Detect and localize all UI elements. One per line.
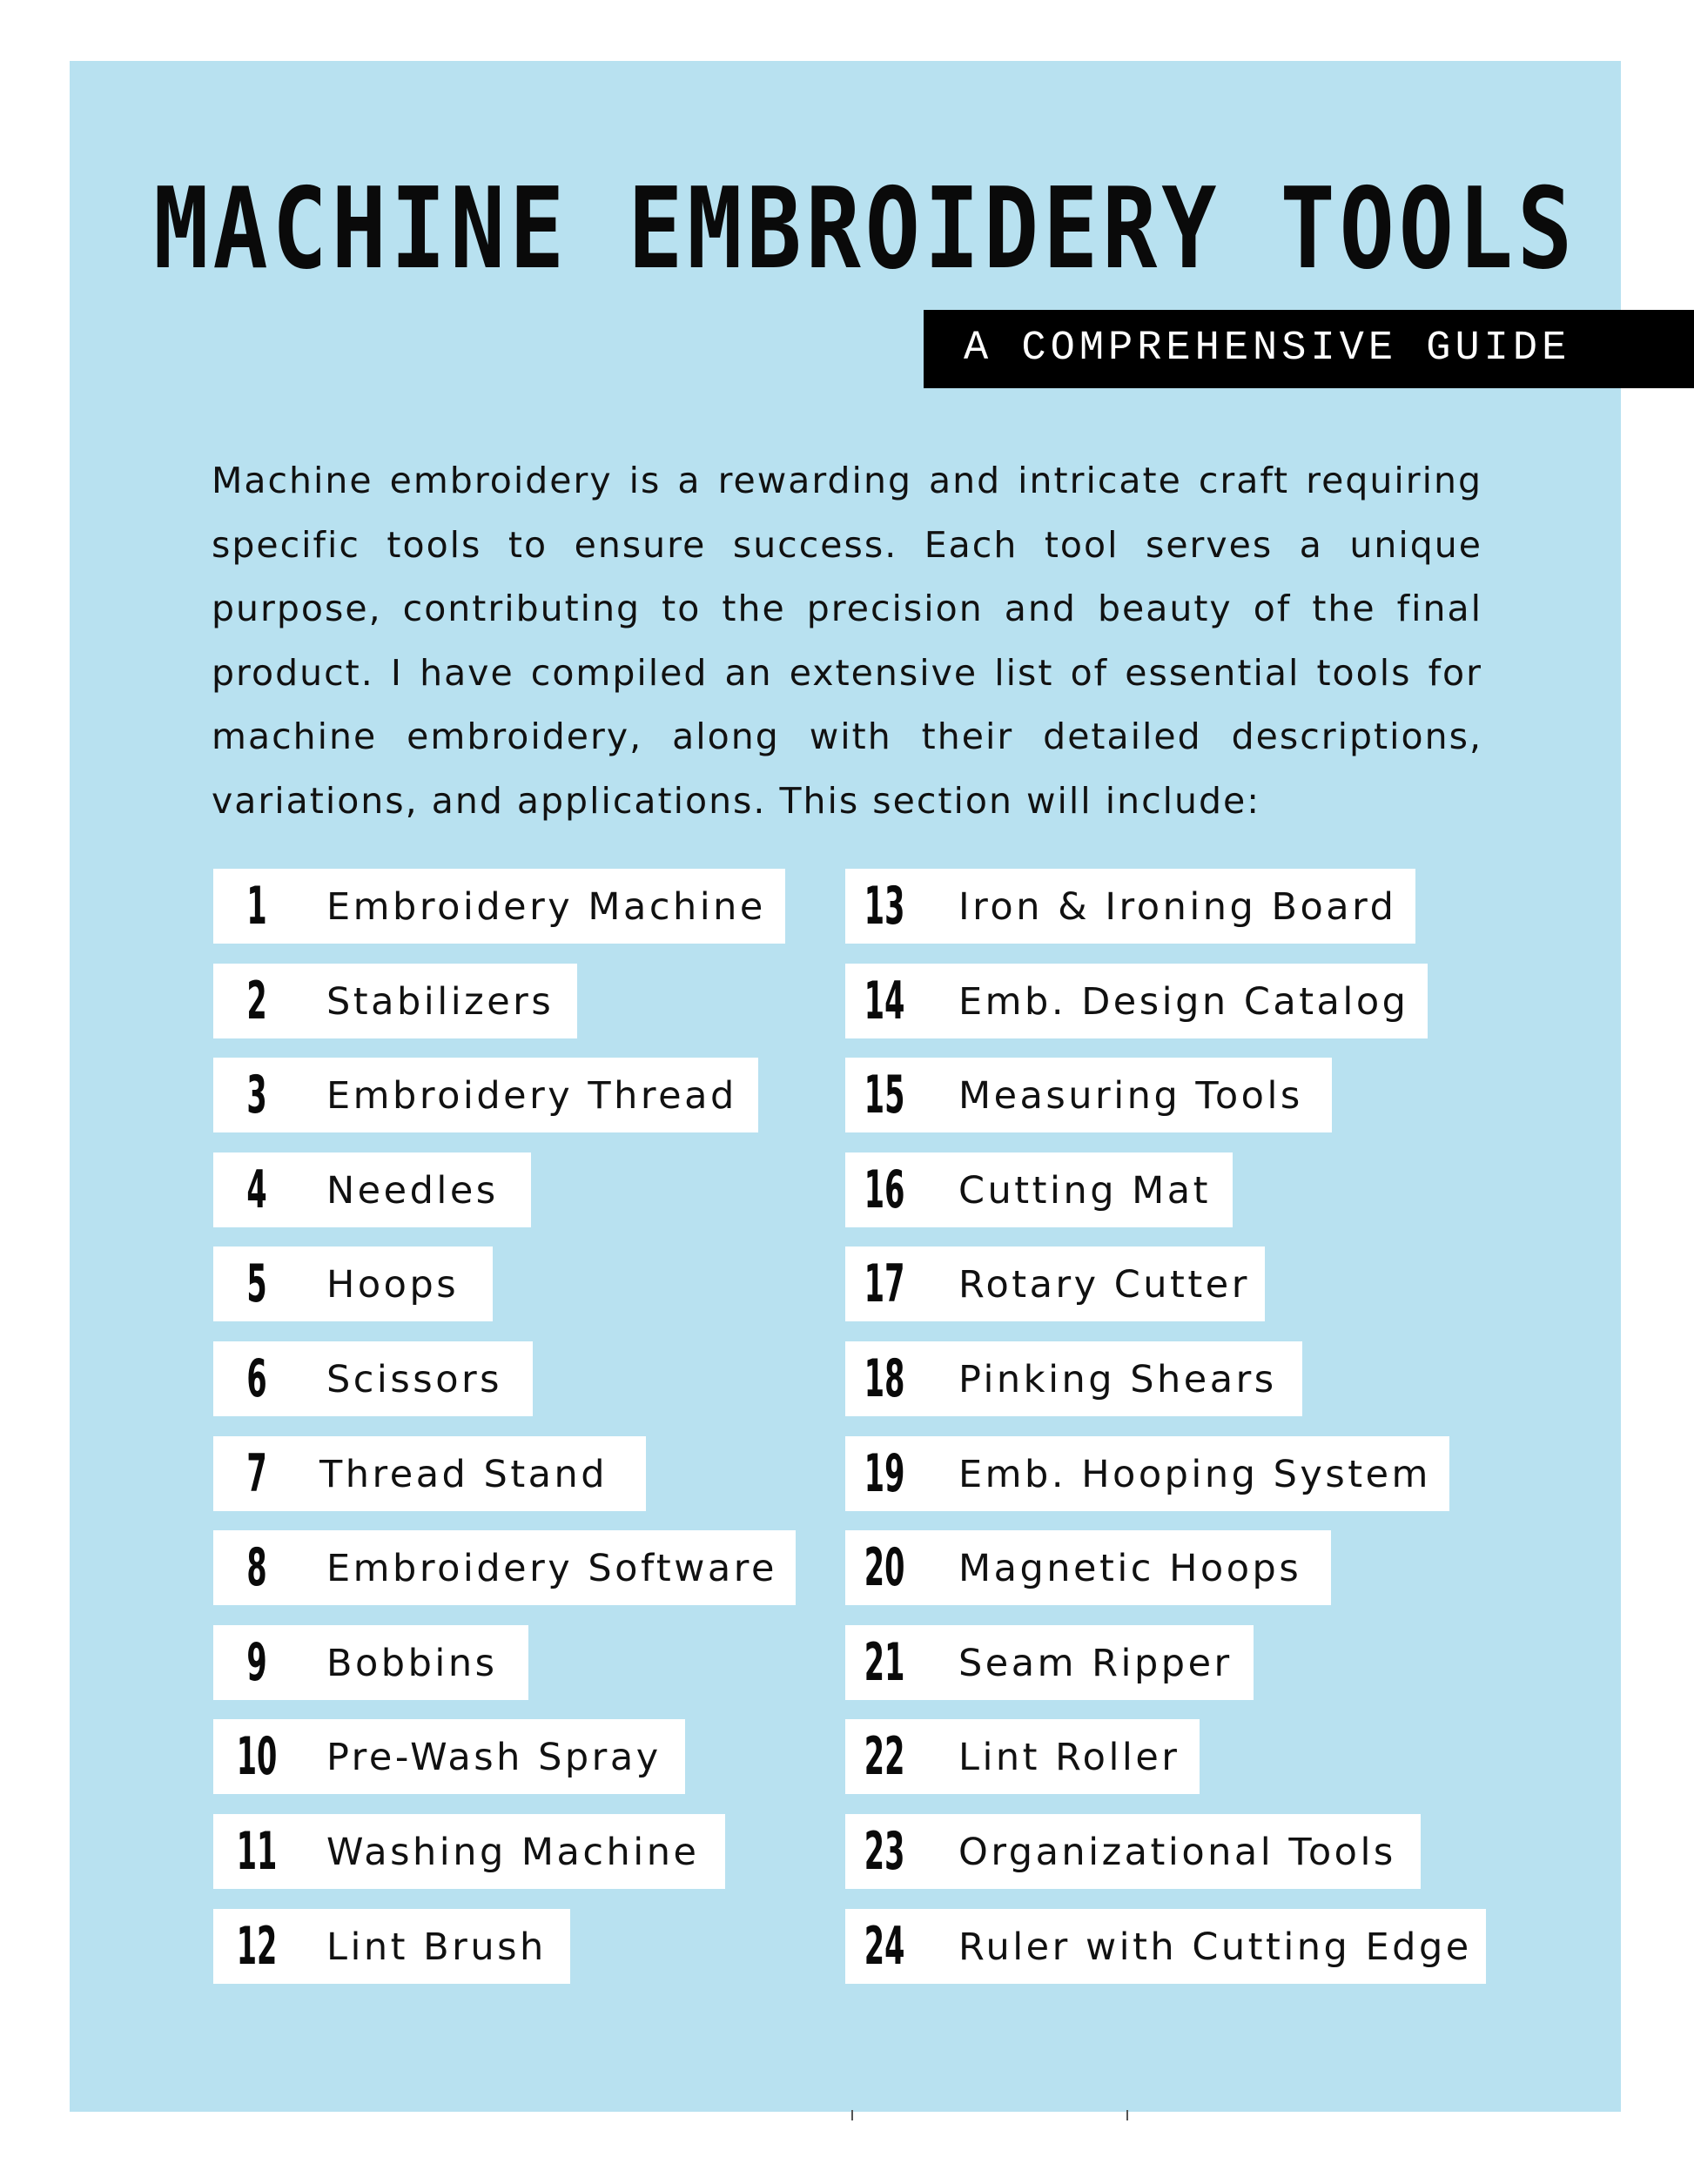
item-number: 23 [864,1820,905,1882]
item-label: Rotary Cutter [958,1263,1250,1307]
item-number: 7 [246,1442,267,1504]
item-label: Lint Brush [326,1925,547,1969]
item-label: Scissors [326,1357,503,1401]
item-label: Organizational Tools [958,1830,1396,1874]
item-number: 5 [246,1253,267,1315]
item-number: 1 [246,876,267,937]
item-label: Seam Ripper [958,1641,1233,1685]
item-label: Washing Machine [326,1830,700,1874]
item-label: Bobbins [326,1641,498,1685]
item-label: Thread Stand [319,1452,608,1496]
item-number: 18 [864,1347,905,1409]
list-item [213,1436,646,1511]
list-item [213,964,577,1038]
item-label: Needles [326,1168,499,1213]
list-item [845,869,1415,944]
list-item [845,1719,1200,1794]
item-number: 21 [864,1631,905,1693]
item-number: 10 [236,1726,278,1788]
item-label: Pinking Shears [958,1357,1277,1401]
list-item [213,1058,758,1132]
item-label: Cutting Mat [958,1168,1211,1213]
item-number: 13 [864,876,905,937]
list-item [213,869,785,944]
list-item [845,1625,1254,1700]
item-label: Magnetic Hoops [958,1547,1302,1591]
item-number: 16 [864,1159,905,1220]
item-number: 4 [246,1159,267,1220]
crop-mark [1126,2110,1128,2120]
item-number: 15 [864,1065,905,1126]
tools-list-right [845,869,1486,2003]
list-item [845,1909,1486,1984]
item-number: 19 [864,1442,905,1504]
list-item [213,1909,570,1984]
page-title: MACHINE EMBROIDERY TOOLS [153,165,1577,294]
list-item [845,1436,1449,1511]
list-item [845,1058,1332,1132]
item-label: Stabilizers [326,979,555,1024]
list-item [845,964,1428,1038]
item-label: Embroidery Thread [326,1074,737,1119]
item-number: 2 [246,970,267,1032]
tools-list-left [213,869,796,2003]
list-item [845,1247,1265,1321]
subtitle-banner: A COMPREHENSIVE GUIDE [924,310,1694,388]
list-item [213,1247,493,1321]
item-label: Embroidery Machine [326,885,766,929]
item-number: 11 [236,1820,278,1882]
item-label: Embroidery Software [326,1547,777,1591]
list-item [213,1719,685,1794]
item-number: 12 [236,1915,278,1977]
item-number: 17 [864,1253,905,1315]
item-number: 20 [864,1537,905,1599]
item-number: 3 [246,1065,267,1126]
item-number: 6 [246,1347,267,1409]
item-label: Emb. Design Catalog [958,979,1409,1024]
list-item [213,1152,531,1227]
item-number: 22 [864,1726,905,1788]
item-number: 24 [864,1915,905,1977]
item-label: Emb. Hooping System [958,1452,1431,1496]
item-number: 8 [246,1537,267,1599]
intro-paragraph: Machine embroidery is a rewarding and intricate craft requiring specific tools to ensure success. Each tool serves a unique purpose, contributing to the precision and beauty of the final product. I have compiled an extensive list of essential tools for machine embroidery, along with their detailed descriptions, variations, and applications. This section will include: [212,460,1482,822]
list-item [845,1152,1233,1227]
item-label: Lint Roller [958,1736,1180,1780]
item-label: Hoops [326,1263,460,1307]
item-label: Ruler with Cutting Edge [958,1925,1472,1969]
item-number: 14 [864,970,905,1032]
crop-mark [851,2110,853,2120]
list-item [845,1814,1421,1889]
list-item [213,1625,528,1700]
list-item [845,1530,1331,1605]
item-label: Pre-Wash Spray [326,1736,662,1780]
list-item [213,1814,725,1889]
list-item [213,1530,796,1605]
item-label: Iron & Ironing Board [958,885,1397,929]
item-number: 9 [246,1631,267,1693]
list-item [845,1341,1302,1416]
item-label: Measuring Tools [958,1074,1303,1119]
list-item [213,1341,533,1416]
